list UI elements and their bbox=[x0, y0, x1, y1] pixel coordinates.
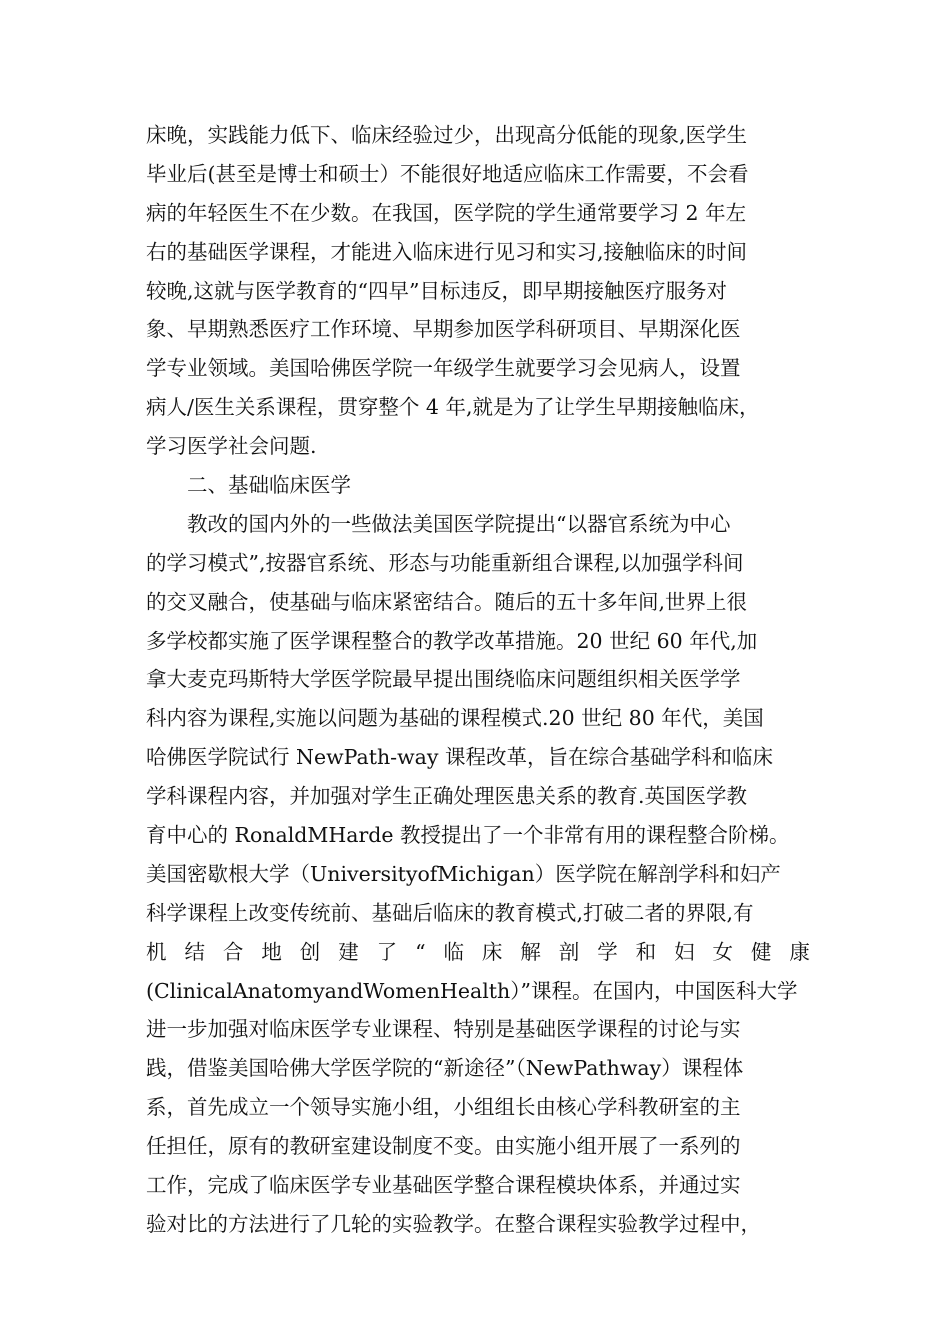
text-line: 科学课程上改变传统前、基础后临床的教育模式,打破二者的界限,有 bbox=[146, 900, 754, 925]
text-line: 学习医学社会问题. bbox=[146, 434, 317, 459]
char: 机 bbox=[146, 939, 167, 964]
text-line: 床晚，实践能力低下、临床经验过少，出现高分低能的现象,医学生 bbox=[146, 123, 748, 147]
text-line: 进一步加强对临床医学专业课程、特别是基础医学课程的讨论与实 bbox=[146, 1017, 741, 1042]
text-line: 验对比的方法进行了几轮的实验教学。在整合课程实验教学过程中， bbox=[146, 1211, 761, 1236]
text-line: 病的年轻医生不在少数。在我国，医学院的学生通常要学习 2 年左 bbox=[146, 200, 747, 225]
char: 创 bbox=[299, 939, 321, 964]
char: 剖 bbox=[558, 939, 580, 964]
char: 女 bbox=[712, 939, 734, 964]
char: 学 bbox=[597, 939, 618, 964]
section-heading: 二、基础临床医学 bbox=[187, 473, 351, 498]
text-line: 系，首先成立一个领导实施小组，小组组长由核心学科教研室的主 bbox=[146, 1095, 741, 1120]
text-line: 工作，完成了临床医学专业基础医学整合课程模块体系，并通过实 bbox=[146, 1173, 741, 1198]
text-line: 的交叉融合，使基础与临床紧密结合。随后的五十多年间,世界上很 bbox=[146, 589, 748, 614]
char: 康 bbox=[789, 939, 810, 964]
body-text bbox=[146, 116, 810, 1244]
paragraph-first-line: 教改的国内外的一些做法美国医学院提出“以器官系统为中心 bbox=[187, 511, 731, 536]
char: 了 bbox=[376, 939, 398, 964]
text-line: 科内容为课程,实施以问题为基础的课程模式.20 世纪 80 年代，美国 bbox=[146, 706, 764, 731]
text-line: 学科课程内容，并加强对学生正确处理医患关系的教育.英国医学教 bbox=[146, 784, 748, 809]
char: 健 bbox=[750, 939, 772, 964]
char: 解 bbox=[520, 939, 541, 964]
text-line: 学专业领域。美国哈佛医学院一年级学生就要学习会见病人，设置 bbox=[146, 356, 741, 381]
text-line: 哈佛医学院试行 NewPath-way 课程改革，旨在综合基础学科和临床 bbox=[146, 745, 773, 770]
char: 合 bbox=[222, 939, 244, 964]
char: 床 bbox=[481, 939, 503, 964]
text-line: 育中心的 RonaldMHarde 教授提出了一个非常有用的课程整合阶梯。 bbox=[146, 823, 790, 848]
char: 临 bbox=[443, 939, 464, 964]
text-line: 践，借鉴美国哈佛大学医学院的“新途径”（NewPathway）课程体 bbox=[146, 1056, 744, 1081]
text-line: (ClinicalAnatomyandWomenHealth）”课程。在国内，中国医科大学 bbox=[146, 978, 798, 1003]
justified-text-line bbox=[146, 933, 810, 972]
text-line: 任担任，原有的教研室建设制度不变。由实施小组开展了一系列的 bbox=[146, 1134, 741, 1159]
text-line: 象、早期熟悉医疗工作环境、早期参加医学科研项目、早期深化医 bbox=[146, 317, 741, 342]
text-line: 毕业后(甚至是博士和硕士）不能很好地适应临床工作需要，不会看 bbox=[146, 161, 749, 186]
char: 结 bbox=[184, 939, 205, 964]
char: 地 bbox=[261, 939, 282, 964]
text-line: 右的基础医学课程，才能进入临床进行见习和实习,接触临床的时间 bbox=[146, 239, 748, 264]
char: 妇 bbox=[674, 939, 695, 964]
text-line: 较晚,这就与医学教育的“四早”目标违反，即早期接触医疗服务对 bbox=[146, 278, 727, 303]
text-line: 美国密歇根大学（UniversityofMichigan）医学院在解剖学科和妇产 bbox=[146, 861, 781, 886]
char: 和 bbox=[635, 939, 657, 964]
text-line: 病人/医生关系课程，贯穿整个 4 年,就是为了让学生早期接触临床， bbox=[146, 395, 760, 420]
text-line: 多学校都实施了医学课程整合的教学改革措施。20 世纪 60 年代,加 bbox=[146, 628, 758, 653]
char: “ bbox=[415, 939, 426, 964]
text-line: 的学习模式”,按器官系统、形态与功能重新组合课程,以加强学科间 bbox=[146, 550, 744, 575]
char: 建 bbox=[338, 939, 359, 964]
text-line: 拿大麦克玛斯特大学医学院最早提出围绕临床问题组织相关医学学 bbox=[146, 667, 741, 692]
